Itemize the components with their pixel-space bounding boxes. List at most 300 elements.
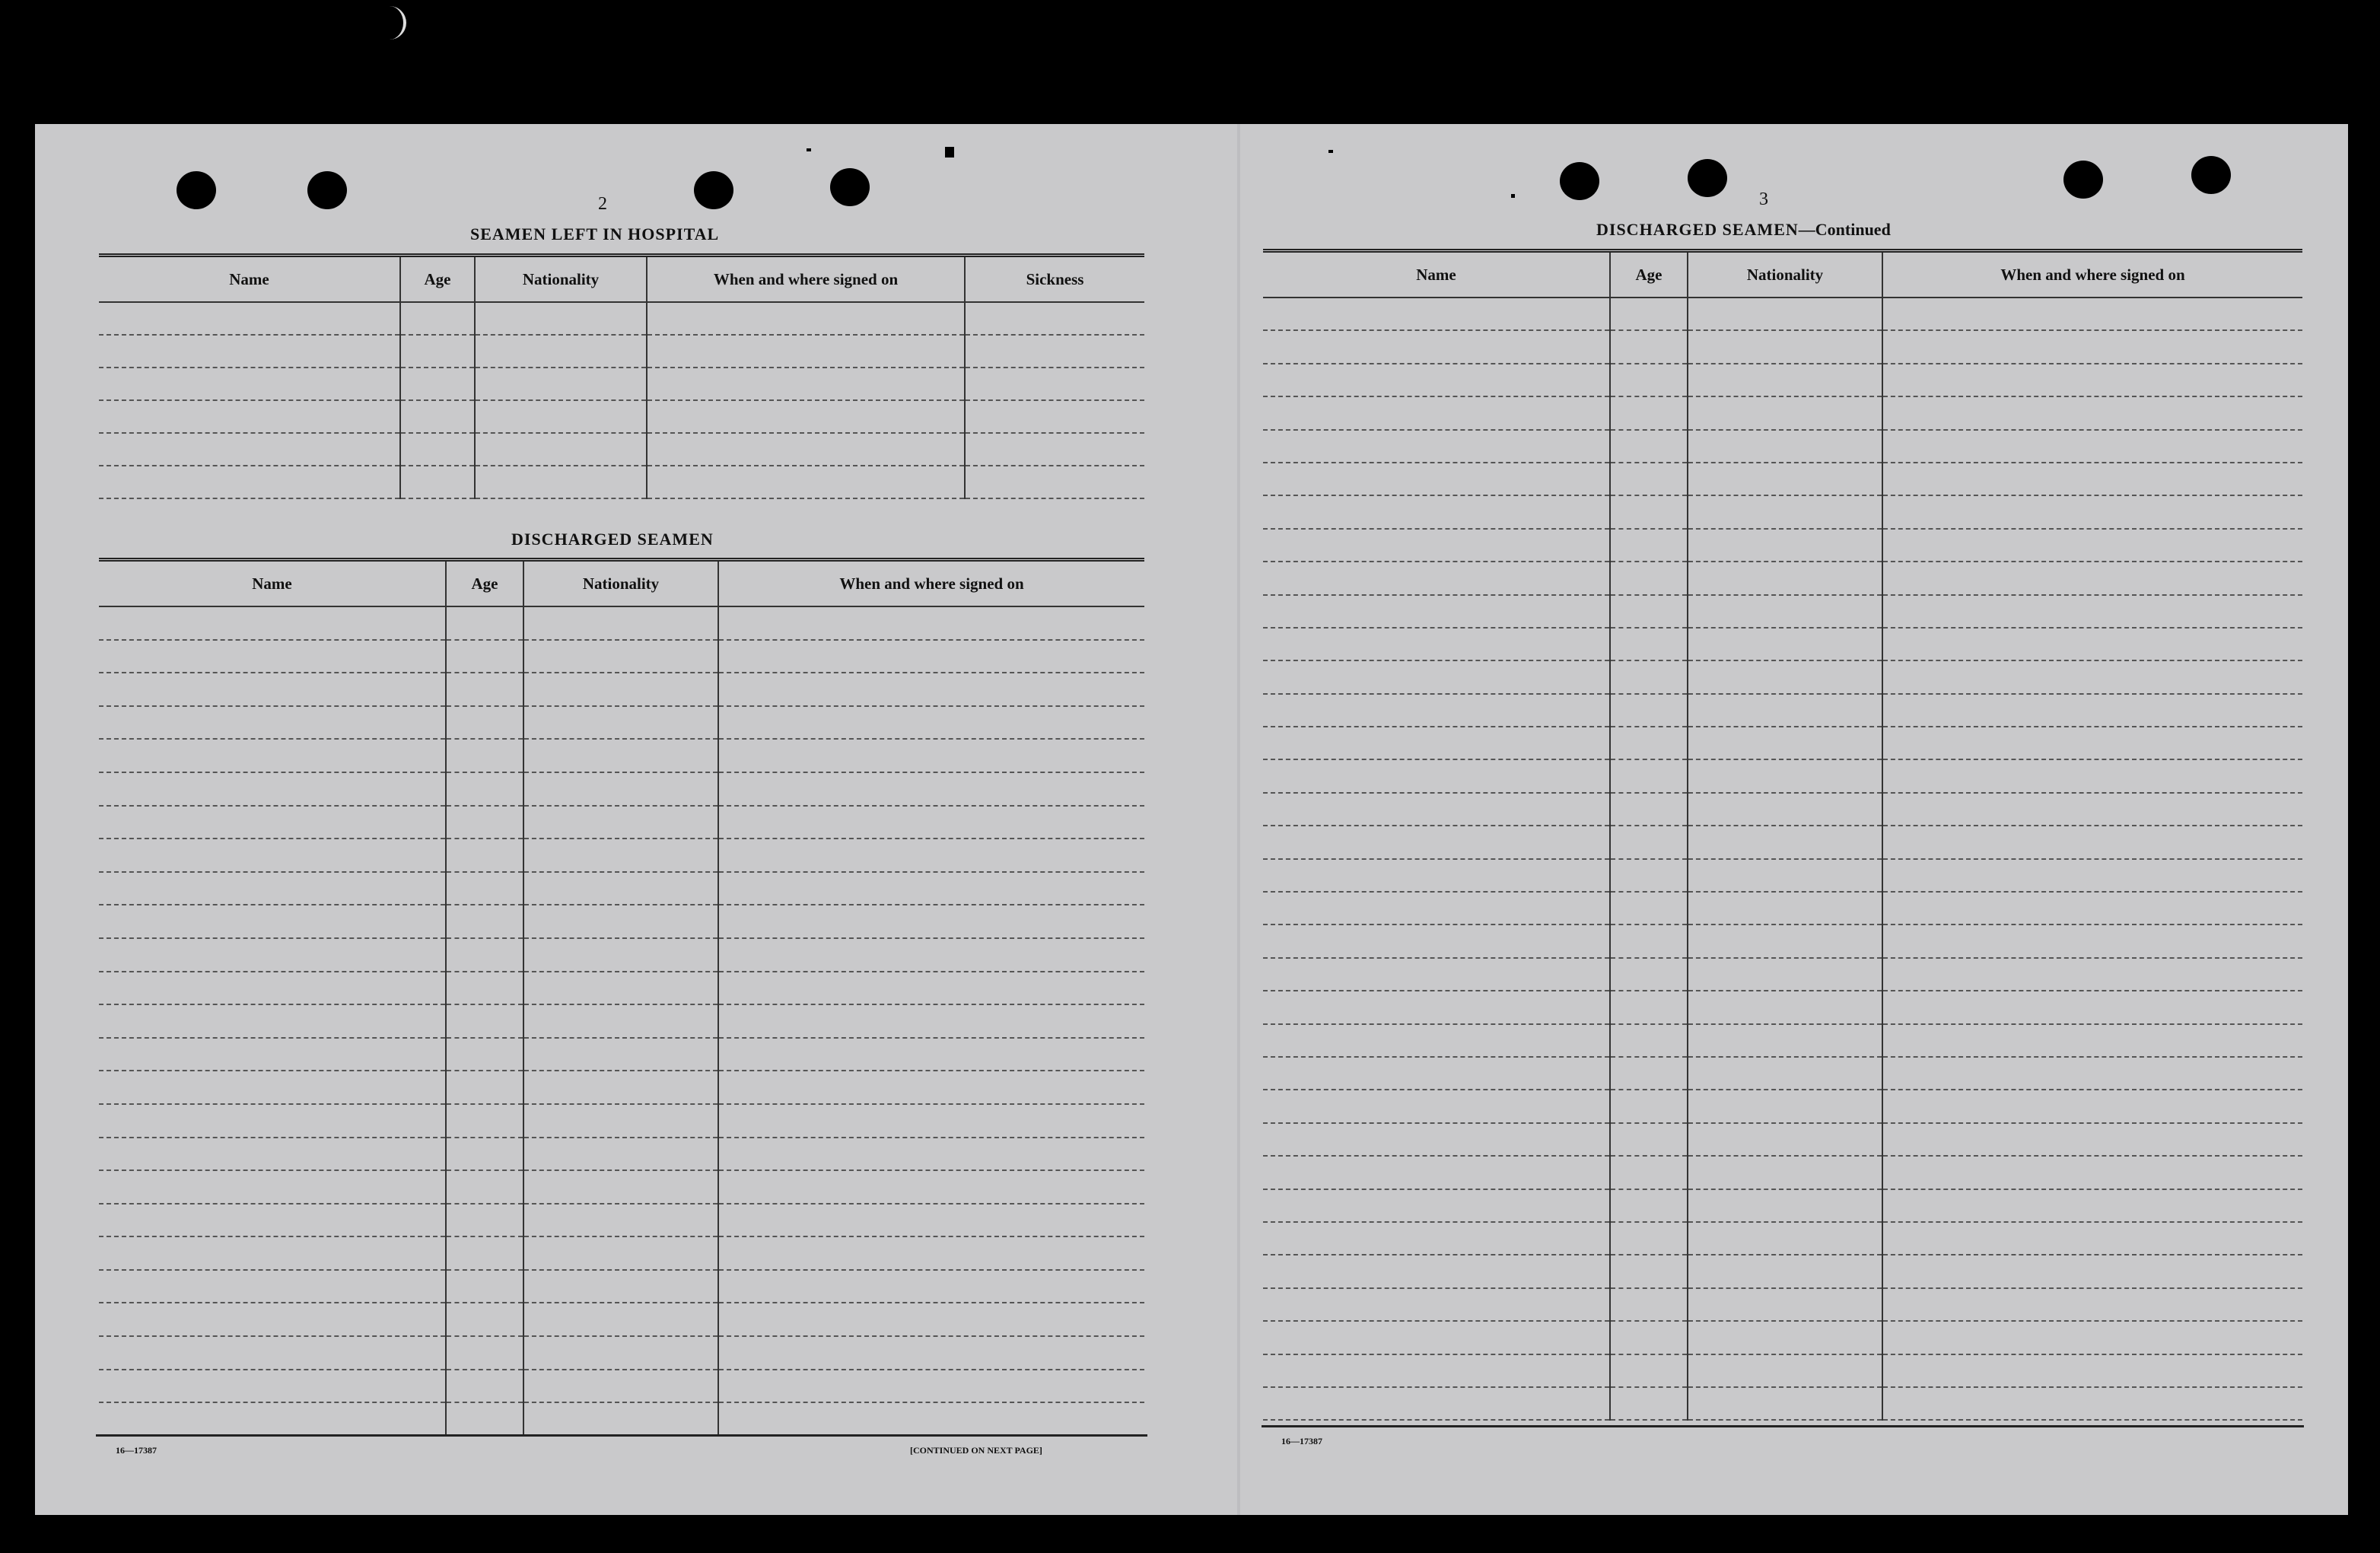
- table-row: [1263, 1057, 2302, 1090]
- table-cell: [1263, 396, 1610, 429]
- table-cell: [1263, 1321, 1610, 1354]
- ink-speck: [945, 147, 954, 158]
- table-cell: [1263, 793, 1610, 826]
- table-row: [99, 673, 1144, 706]
- table-cell: [1610, 430, 1688, 463]
- table-row: [1263, 463, 2302, 495]
- table-cell: [99, 335, 400, 368]
- table-cell: [718, 640, 1144, 673]
- table-cell: [1688, 1123, 1882, 1156]
- continued-note: [CONTINUED ON NEXT PAGE]: [910, 1445, 1042, 1456]
- table-cell: [718, 1402, 1144, 1436]
- table-cell: [647, 433, 965, 466]
- table-cell: [523, 1204, 718, 1237]
- table-cell: [99, 806, 446, 839]
- table-cell: [1263, 1057, 1610, 1090]
- table-cell: [99, 872, 446, 905]
- table-cell: [1688, 793, 1882, 826]
- table-cell: [446, 1336, 523, 1370]
- table-cell: [523, 606, 718, 640]
- table-row: [1263, 958, 2302, 991]
- table-cell: [99, 1236, 446, 1270]
- table-cell: [1263, 1090, 1610, 1122]
- table-cell: [718, 872, 1144, 905]
- table-row: [99, 1336, 1144, 1370]
- table-cell: [523, 806, 718, 839]
- table-cell: [1610, 1123, 1688, 1156]
- section-title-suffix: —Continued: [1798, 220, 1891, 239]
- table-cell: [99, 673, 446, 706]
- table-row: [1263, 595, 2302, 628]
- section-title-hospital: SEAMEN LEFT IN HOSPITAL: [470, 224, 720, 243]
- table-cell: [523, 1038, 718, 1071]
- table-cell: [1688, 759, 1882, 792]
- table-cell: [1882, 991, 2302, 1023]
- table-row: [1263, 1156, 2302, 1189]
- table-row: [1263, 924, 2302, 957]
- table-cell: [99, 706, 446, 740]
- table-row: [1263, 529, 2302, 562]
- table-cell: [1610, 660, 1688, 693]
- table-cell: [523, 1170, 718, 1204]
- table-cell: [99, 1204, 446, 1237]
- table-cell: [446, 1038, 523, 1071]
- table-cell: [1688, 495, 1882, 528]
- table-cell: [1263, 892, 1610, 924]
- table-cell: [1610, 1222, 1688, 1255]
- table-row: [1263, 396, 2302, 429]
- table-row: [1263, 1222, 2302, 1255]
- table-row: [99, 1170, 1144, 1204]
- table-cell: [1263, 562, 1610, 594]
- table-cell: [1882, 529, 2302, 562]
- punch-hole: [830, 168, 870, 206]
- table-cell: [99, 1336, 446, 1370]
- table-cell: [1882, 595, 2302, 628]
- table-row: [1263, 1354, 2302, 1387]
- discharged-rows-left: [99, 606, 1144, 1436]
- table-cell: [446, 1170, 523, 1204]
- table-cell: [99, 938, 446, 972]
- table-cell: [1263, 595, 1610, 628]
- table-row: [99, 302, 1144, 335]
- table-cell: [1610, 1156, 1688, 1189]
- form-sheet: [35, 124, 2348, 1515]
- table-cell: [523, 1104, 718, 1138]
- table-cell: [1688, 1255, 1882, 1287]
- table-cell: [1263, 430, 1610, 463]
- table-cell: [1610, 727, 1688, 759]
- table-cell: [1263, 364, 1610, 396]
- table-cell: [1263, 727, 1610, 759]
- column-header-age: Age: [400, 256, 475, 303]
- table-cell: [1610, 1057, 1688, 1090]
- table-row: [1263, 859, 2302, 892]
- table-cell: [1610, 826, 1688, 858]
- table-cell: [400, 466, 475, 498]
- column-header-nationality: Nationality: [1688, 251, 1882, 298]
- table-cell: [99, 606, 446, 640]
- table-cell: [1263, 991, 1610, 1023]
- table-cell: [1688, 1354, 1882, 1387]
- table-cell: [718, 1236, 1144, 1270]
- table-row: [1263, 495, 2302, 528]
- ink-speck: [1328, 150, 1333, 153]
- table-cell: [446, 739, 523, 772]
- table-cell: [1882, 924, 2302, 957]
- table-row: [99, 806, 1144, 839]
- page-number-left: 2: [598, 194, 607, 214]
- table-cell: [1263, 298, 1610, 330]
- table-cell: [1882, 1222, 2302, 1255]
- table-row: [99, 1138, 1144, 1171]
- table-cell: [1610, 1024, 1688, 1057]
- table-cell: [1610, 495, 1688, 528]
- table-cell: [718, 1038, 1144, 1071]
- table-cell: [1882, 1354, 2302, 1387]
- table-cell: [523, 1336, 718, 1370]
- table-cell: [1263, 826, 1610, 858]
- hospital-rows: [99, 302, 1144, 498]
- table-cell: [1882, 1123, 2302, 1156]
- table-cell: [475, 433, 647, 466]
- table-row: [99, 606, 1144, 640]
- table-cell: [1882, 1024, 2302, 1057]
- table-cell: [718, 673, 1144, 706]
- table-cell: [400, 433, 475, 466]
- table-cell: [1263, 958, 1610, 991]
- table-cell: [1882, 628, 2302, 660]
- table-cell: [1263, 463, 1610, 495]
- column-header-name: Name: [1263, 251, 1610, 298]
- table-cell: [1610, 859, 1688, 892]
- ink-speck: [1511, 194, 1515, 198]
- table-cell: [1263, 1189, 1610, 1222]
- table-cell: [1610, 892, 1688, 924]
- table-cell: [1688, 1090, 1882, 1122]
- table-cell: [446, 1104, 523, 1138]
- table-cell: [1610, 759, 1688, 792]
- table-cell: [718, 1336, 1144, 1370]
- table-cell: [1688, 562, 1882, 594]
- table-cell: [1882, 1288, 2302, 1321]
- table-cell: [99, 640, 446, 673]
- table-row: [99, 1270, 1144, 1303]
- table-cell: [99, 1370, 446, 1403]
- table-cell: [523, 640, 718, 673]
- table-cell: [1688, 1156, 1882, 1189]
- table-row: [99, 1004, 1144, 1038]
- table-cell: [1882, 430, 2302, 463]
- table-cell: [647, 368, 965, 400]
- table-cell: [1688, 859, 1882, 892]
- table-row: [1263, 892, 2302, 924]
- table-cell: [1610, 1387, 1688, 1420]
- table-row: [99, 905, 1144, 938]
- form-number-right: 16—17387: [1281, 1436, 1322, 1446]
- table-cell: [523, 706, 718, 740]
- page-number-right: 3: [1759, 189, 1768, 209]
- table-cell: [1688, 892, 1882, 924]
- table-row: [1263, 1288, 2302, 1321]
- table-cell: [446, 1270, 523, 1303]
- table-cell: [1882, 1057, 2302, 1090]
- table-row: [99, 1236, 1144, 1270]
- table-row: [1263, 1024, 2302, 1057]
- table-cell: [1688, 958, 1882, 991]
- table-row: [1263, 694, 2302, 727]
- table-cell: [718, 739, 1144, 772]
- table-cell: [446, 1204, 523, 1237]
- ink-speck: [807, 148, 811, 151]
- table-cell: [647, 400, 965, 433]
- table-cell: [1263, 529, 1610, 562]
- table-row: [99, 1071, 1144, 1104]
- table-cell: [446, 640, 523, 673]
- table-cell: [1610, 396, 1688, 429]
- table-cell: [1610, 595, 1688, 628]
- table-cell: [1610, 694, 1688, 727]
- table-row: [1263, 660, 2302, 693]
- table-cell: [446, 839, 523, 872]
- table-cell: [1688, 694, 1882, 727]
- table-row: [99, 433, 1144, 466]
- table-cell: [1263, 660, 1610, 693]
- form-number-left: 16—17387: [116, 1445, 157, 1456]
- table-cell: [523, 1236, 718, 1270]
- table-cell: [1610, 958, 1688, 991]
- table-cell: [1688, 727, 1882, 759]
- section-title-discharged-continued: [1596, 220, 1891, 240]
- table-cell: [475, 302, 647, 335]
- table-cell: [1882, 793, 2302, 826]
- table-cell: [1882, 1090, 2302, 1122]
- table-cell: [1882, 727, 2302, 759]
- table-cell: [1610, 1255, 1688, 1287]
- table-cell: [1882, 1189, 2302, 1222]
- table-cell: [1882, 330, 2302, 363]
- table-cell: [1882, 364, 2302, 396]
- table-cell: [1263, 1387, 1610, 1420]
- table-cell: [523, 1370, 718, 1403]
- table-cell: [718, 839, 1144, 872]
- page-fold: [1237, 124, 1240, 1515]
- table-cell: [99, 772, 446, 806]
- table-cell: [718, 938, 1144, 972]
- table-cell: [523, 1270, 718, 1303]
- table-cell: [400, 400, 475, 433]
- table-cell: [1688, 1288, 1882, 1321]
- table-cell: [446, 606, 523, 640]
- table-cell: [99, 1071, 446, 1104]
- table-cell: [718, 806, 1144, 839]
- table-cell: [446, 673, 523, 706]
- table-cell: [1610, 1090, 1688, 1122]
- table-row: [1263, 1123, 2302, 1156]
- table-cell: [718, 1004, 1144, 1038]
- table-cell: [718, 972, 1144, 1005]
- corner-mark: [388, 6, 406, 40]
- table-cell: [523, 739, 718, 772]
- table-cell: [1610, 1189, 1688, 1222]
- table-cell: [647, 302, 965, 335]
- table-cell: [1263, 694, 1610, 727]
- table-cell: [523, 872, 718, 905]
- column-header-age: Age: [1610, 251, 1688, 298]
- table-cell: [1882, 562, 2302, 594]
- punch-hole: [1688, 159, 1727, 197]
- table-cell: [1610, 529, 1688, 562]
- table-cell: [99, 1170, 446, 1204]
- table-cell: [523, 839, 718, 872]
- table-cell: [718, 1270, 1144, 1303]
- table-cell: [965, 466, 1144, 498]
- table-cell: [446, 1370, 523, 1403]
- table-row: [1263, 364, 2302, 396]
- table-cell: [523, 938, 718, 972]
- table-cell: [718, 706, 1144, 740]
- table-cell: [718, 1170, 1144, 1204]
- table-cell: [965, 400, 1144, 433]
- table-cell: [1263, 1255, 1610, 1287]
- table-cell: [446, 1236, 523, 1270]
- table-cell: [718, 1104, 1144, 1138]
- table-cell: [718, 1071, 1144, 1104]
- table-cell: [1263, 1156, 1610, 1189]
- table-cell: [446, 1402, 523, 1436]
- table-cell: [1688, 595, 1882, 628]
- table-row: [1263, 430, 2302, 463]
- discharged-table-left: [99, 558, 1144, 1437]
- column-header-sickness: Sickness: [965, 256, 1144, 303]
- table-cell: [99, 1402, 446, 1436]
- table-cell: [1882, 396, 2302, 429]
- table-row: [99, 1104, 1144, 1138]
- discharged-table-right: [1263, 249, 2302, 1421]
- column-header-nationality: Nationality: [523, 560, 718, 607]
- column-header-signed-on: When and where signed on: [718, 560, 1144, 607]
- table-row: [99, 772, 1144, 806]
- table-cell: [1263, 1354, 1610, 1387]
- table-cell: [446, 1071, 523, 1104]
- table-cell: [1610, 562, 1688, 594]
- table-row: [1263, 1090, 2302, 1122]
- table-cell: [523, 972, 718, 1005]
- table-cell: [1882, 826, 2302, 858]
- column-header-age: Age: [446, 560, 523, 607]
- table-cell: [1610, 298, 1688, 330]
- table-cell: [1688, 991, 1882, 1023]
- table-cell: [523, 1071, 718, 1104]
- table-cell: [1263, 1222, 1610, 1255]
- discharged-rows-right: [1263, 298, 2302, 1420]
- table-cell: [523, 1402, 718, 1436]
- table-row: [99, 1370, 1144, 1403]
- table-cell: [718, 606, 1144, 640]
- table-cell: [400, 302, 475, 335]
- table-cell: [1882, 694, 2302, 727]
- table-cell: [1688, 298, 1882, 330]
- table-cell: [1882, 759, 2302, 792]
- table-cell: [99, 739, 446, 772]
- column-header-name: Name: [99, 560, 446, 607]
- table-cell: [99, 1004, 446, 1038]
- table-cell: [1610, 991, 1688, 1023]
- table-cell: [475, 335, 647, 368]
- column-header-nationality: Nationality: [475, 256, 647, 303]
- table-cell: [1688, 1189, 1882, 1222]
- table-cell: [475, 400, 647, 433]
- table-cell: [718, 1138, 1144, 1171]
- table-row: [1263, 1189, 2302, 1222]
- table-cell: [1610, 463, 1688, 495]
- table-cell: [1263, 1288, 1610, 1321]
- table-cell: [99, 433, 400, 466]
- table-cell: [1610, 1288, 1688, 1321]
- bottom-rule-left: [96, 1434, 1147, 1437]
- table-row: [99, 368, 1144, 400]
- table-cell: [1688, 463, 1882, 495]
- section-title-discharged: DISCHARGED SEAMEN: [511, 530, 714, 549]
- bottom-rule-right: [1262, 1425, 2304, 1427]
- table-cell: [446, 905, 523, 938]
- table-cell: [99, 302, 400, 335]
- table-row: [1263, 298, 2302, 330]
- table-cell: [523, 1004, 718, 1038]
- column-header-signed-on: When and where signed on: [647, 256, 965, 303]
- column-header-signed-on: When and where signed on: [1882, 251, 2302, 298]
- table-cell: [99, 839, 446, 872]
- table-row: [99, 466, 1144, 498]
- table-row: [99, 706, 1144, 740]
- table-row: [99, 640, 1144, 673]
- table-cell: [1688, 628, 1882, 660]
- table-cell: [1610, 1354, 1688, 1387]
- table-cell: [1882, 1321, 2302, 1354]
- table-cell: [718, 1370, 1144, 1403]
- table-row: [99, 1204, 1144, 1237]
- table-cell: [965, 335, 1144, 368]
- table-row: [1263, 1321, 2302, 1354]
- table-cell: [1688, 330, 1882, 363]
- punch-hole: [177, 171, 216, 209]
- table-cell: [446, 872, 523, 905]
- table-row: [99, 1038, 1144, 1071]
- section-title-text: DISCHARGED SEAMEN: [1596, 220, 1799, 239]
- table-row: [1263, 628, 2302, 660]
- table-row: [99, 872, 1144, 905]
- table-cell: [718, 1303, 1144, 1336]
- table-cell: [1882, 1156, 2302, 1189]
- table-cell: [1263, 924, 1610, 957]
- table-row: [99, 839, 1144, 872]
- table-row: [1263, 759, 2302, 792]
- table-cell: [1688, 430, 1882, 463]
- table-row: [1263, 1387, 2302, 1420]
- column-header-name: Name: [99, 256, 400, 303]
- table-cell: [1882, 660, 2302, 693]
- table-cell: [1882, 1255, 2302, 1287]
- table-cell: [475, 466, 647, 498]
- table-cell: [523, 1303, 718, 1336]
- table-cell: [718, 772, 1144, 806]
- table-cell: [99, 1138, 446, 1171]
- table-cell: [446, 1004, 523, 1038]
- table-row: [1263, 991, 2302, 1023]
- table-cell: [1610, 924, 1688, 957]
- table-row: [99, 335, 1144, 368]
- table-cell: [1882, 958, 2302, 991]
